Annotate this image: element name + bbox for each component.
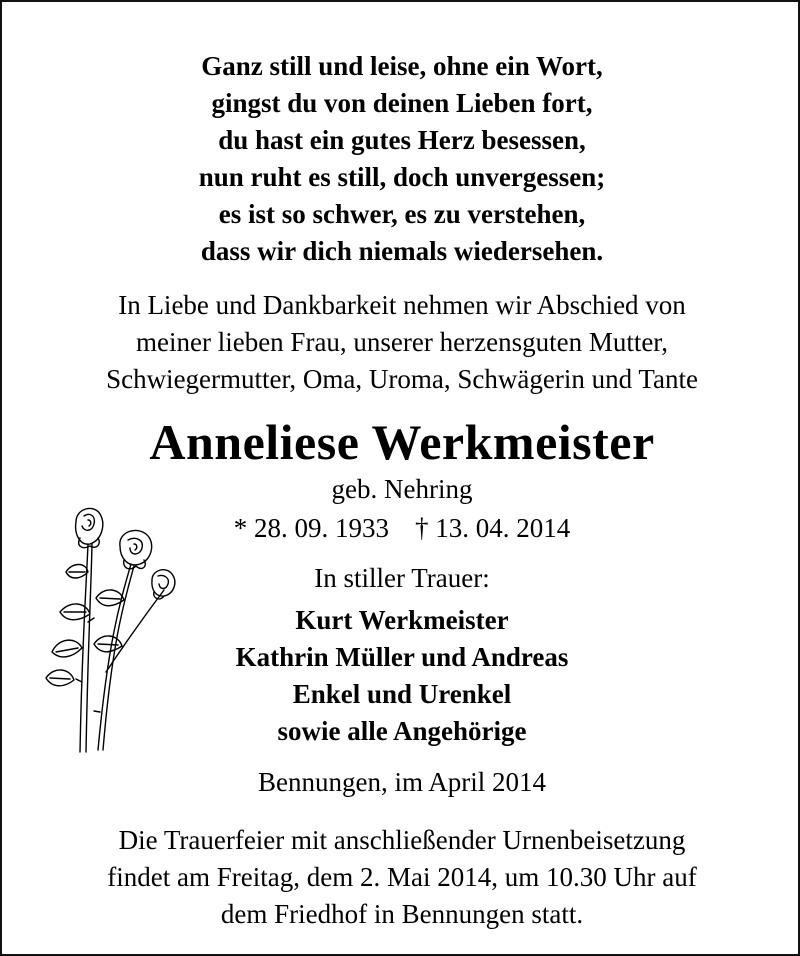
- mourner: Kurt Werkmeister: [295, 605, 509, 635]
- poem-line: gingst du von deinen Lieben fort,: [211, 88, 593, 118]
- service-line: findet am Freitag, dem 2. Mai 2014, um 10.30 Uhr auf: [107, 862, 697, 892]
- service-line: Die Trauerfeier mit anschließender Urnenbeisetzung: [118, 825, 686, 855]
- intro-text: [2, 287, 800, 398]
- birth-name: geb. Nehring: [331, 474, 473, 504]
- roses-icon: [36, 502, 186, 757]
- poem-line: dass wir dich niemals wiedersehen.: [200, 236, 604, 266]
- intro-line: meiner lieben Frau, unserer herzensguten Mutter,: [136, 327, 668, 357]
- intro-line: In Liebe und Dankbarkeit nehmen wir Abschied von: [118, 290, 686, 320]
- service-line: dem Friedhof in Bennungen statt.: [220, 899, 584, 929]
- place-date: Bennungen, im April 2014: [258, 767, 546, 797]
- poem-line: Ganz still und leise, ohne ein Wort,: [201, 51, 603, 81]
- death-date: † 13. 04. 2014: [415, 513, 571, 543]
- birth-date: * 28. 09. 1933: [233, 513, 389, 543]
- intro-line: Schwiegermutter, Oma, Uroma, Schwägerin und Tante: [106, 364, 698, 394]
- mourning-label: In stiller Trauer:: [314, 563, 490, 593]
- mourner: Kathrin Müller und Andreas: [235, 642, 569, 672]
- service-info: [2, 822, 800, 933]
- mourner: sowie alle Angehörige: [277, 716, 527, 746]
- mourner: Enkel und Urenkel: [292, 679, 512, 709]
- poem: [2, 48, 800, 270]
- poem-line: nun ruht es still, doch unvergessen;: [198, 162, 606, 192]
- poem-line: es ist so schwer, es zu verstehen,: [218, 199, 586, 229]
- poem-line: du hast ein gutes Herz besessen,: [218, 125, 586, 155]
- deceased-name: Anneliese Werkmeister: [149, 414, 655, 470]
